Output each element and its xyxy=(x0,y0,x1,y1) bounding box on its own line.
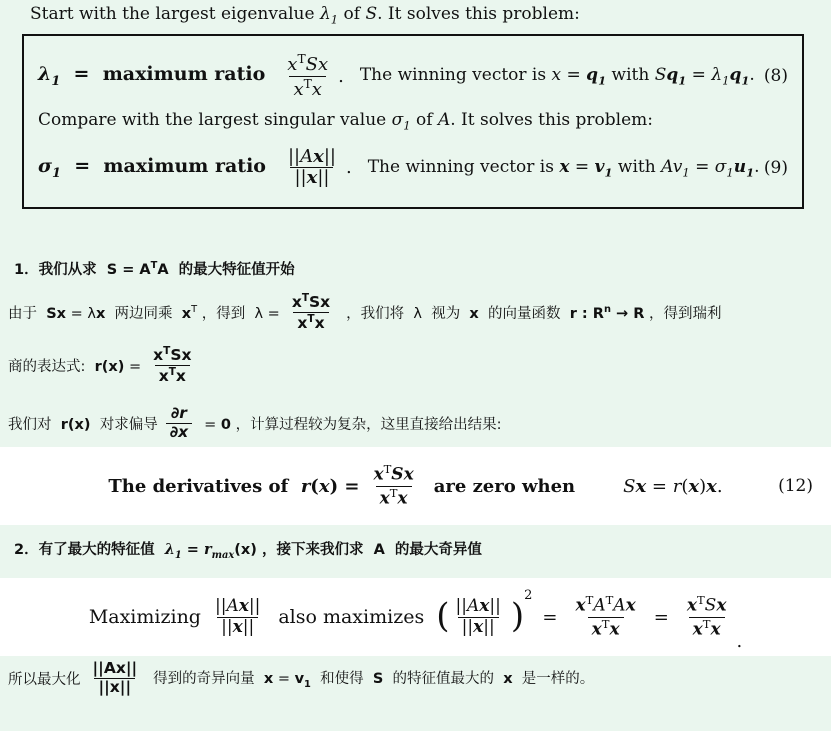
equation-12 xyxy=(0,447,831,525)
eqmax-equals-2: = xyxy=(653,606,669,628)
eqmax-power: 2 xyxy=(524,588,533,603)
step1-l2-denominator: $x^Tx$ xyxy=(155,365,190,386)
eq12-numerator: $x^TSx$ xyxy=(373,462,414,485)
eq8-lhs: $\lambda_1$ = maximum ratio xyxy=(38,63,266,90)
eq9-numerator: ||Ax|| xyxy=(287,145,336,167)
eqmax-f3-numerator: $x^TA^TAx$ xyxy=(575,593,636,616)
eq9-period: . xyxy=(345,157,352,179)
equation-9 xyxy=(38,147,788,189)
eqmax-mid: also maximizes xyxy=(278,606,425,628)
eq12-tag: (12) xyxy=(778,476,813,496)
step1-l1-b: ，我们将 λ 视为 x 的向量函数 r : $R^n \to R$ ，得到瑞利 xyxy=(346,304,722,322)
eqmax-f1-numerator: ||Ax|| xyxy=(214,595,261,616)
step1-l1-fraction xyxy=(288,292,334,333)
eq9-description: The winning vector is $x = v_1$ with $Av_1 = \sigma_1u_1$. xyxy=(367,156,760,180)
closing-a: 所以最大化 xyxy=(8,671,81,688)
step-1-line-3 xyxy=(8,405,502,442)
step1-l2-fraction xyxy=(149,345,195,386)
step1-l1-numerator: $x^TSx$ xyxy=(291,292,331,312)
closing-line xyxy=(8,660,594,697)
step1-l3-numerator: ∂r xyxy=(170,404,187,422)
step1-l3-denominator: ∂x xyxy=(166,423,192,442)
closing-fraction xyxy=(89,660,142,697)
eqmax-f3-denominator: $x^Tx$ xyxy=(588,617,624,640)
step1-l1-denominator: $x^Tx$ xyxy=(293,312,328,333)
eq12-lead: The derivatives of r(x) = xyxy=(108,475,360,497)
eq8-fraction xyxy=(283,52,332,100)
boxed-equations xyxy=(22,34,804,209)
eqmax-fraction-2 xyxy=(451,597,504,637)
step1-l1-a: 由于 Sx = λx 两边同乘 $x^T$ ，得到 λ = xyxy=(8,304,280,322)
eqmax-period: . xyxy=(736,631,743,652)
intro-paragraph: Start with the largest eigenvalue $\lambda_1$ of S. It solves this problem: xyxy=(30,4,580,27)
eq12-fraction xyxy=(369,463,417,508)
equation-8 xyxy=(38,52,788,100)
step-1-line-2 xyxy=(8,345,200,386)
step1-l2-a: 商的表达式: r(x) = xyxy=(8,358,142,375)
eqmax-f2-denominator: ||x|| xyxy=(458,617,499,638)
eqmax-f4-denominator: $x^Tx$ xyxy=(689,617,725,640)
step1-l3-fraction xyxy=(166,405,192,442)
eqmax-f4-numerator: $x^TSx$ xyxy=(686,593,727,616)
eqmax-paren-open: ( xyxy=(436,596,450,637)
eq9-tag: (9) xyxy=(763,157,788,178)
eqmax-f2-numerator: ||Ax|| xyxy=(455,595,501,616)
eq8-tag: (8) xyxy=(763,66,788,87)
step-1-heading: 1．我们从求 $S = A^TA$ 的最大特征值开始 xyxy=(14,260,295,278)
step1-l2-numerator: $x^TSx$ xyxy=(153,345,192,365)
eqmax-f1-denominator: ||x|| xyxy=(217,617,258,638)
eqmax-paren-close: ) xyxy=(510,596,525,637)
eq12-rhs: Sx = r(x)x. xyxy=(623,475,723,497)
eqmax-lead: Maximizing xyxy=(88,606,201,628)
eq8-numerator: $x^TSx$ xyxy=(287,52,329,75)
eq9-fraction xyxy=(284,147,340,189)
closing-numerator: ||Ax|| xyxy=(92,659,138,677)
closing-denominator: ||x|| xyxy=(94,678,135,697)
step-1-line-1 xyxy=(8,292,721,333)
eqmax-fraction-4 xyxy=(683,594,731,639)
eq8-description: The winning vector is $x = q_1$ with $Sq_1 = \lambda_1q_1$. xyxy=(359,64,755,88)
step1-l3-a: 我们对 r(x) 对求偏导 xyxy=(8,416,158,433)
step1-l3-b: = 0 ，计算过程较为复杂，这里直接给出结果: xyxy=(204,416,502,433)
closing-b: 得到的奇异向量 $x = v_1$ 和使得 S 的特征值最大的 x 是一样的。 xyxy=(153,670,595,690)
equation-12-band xyxy=(0,447,831,525)
eqmax-equals-1: = xyxy=(542,606,558,628)
eq8-denominator: $x^Tx$ xyxy=(289,76,325,101)
eq12-denominator: $x^Tx$ xyxy=(376,486,412,509)
eqmax-fraction-3 xyxy=(571,594,639,639)
box-middle-line: Compare with the largest singular value $\sigma_1$ of A. It solves this problem: xyxy=(38,110,653,133)
eq9-denominator: ||x|| xyxy=(290,167,333,189)
eq12-mid: are zero when xyxy=(433,475,576,497)
eq9-lhs: $\sigma_1$ = maximum ratio xyxy=(38,155,266,181)
equation-max-band xyxy=(0,578,831,656)
equation-maximizing xyxy=(0,578,831,656)
step-2-heading: 2．有了最大的特征值 $\lambda_1 = r_{max}(x)$ ，接下来我们求 A 的最大奇异值 xyxy=(14,541,482,561)
eq8-period: . xyxy=(338,65,344,87)
eqmax-fraction-1 xyxy=(211,597,264,637)
